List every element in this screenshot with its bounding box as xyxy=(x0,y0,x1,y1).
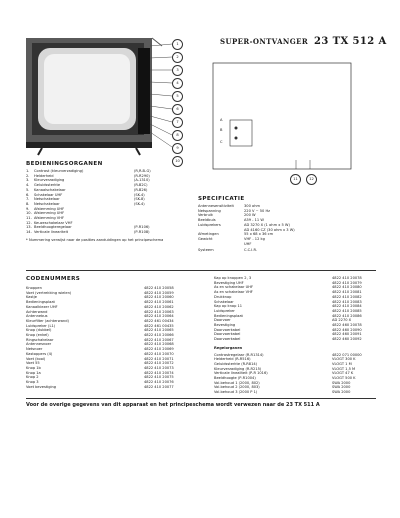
code-number: 4822 410 20078 xyxy=(332,276,362,280)
code-part: Luidspreker (L1) xyxy=(26,323,56,328)
reg-part: Verticale linealiteit (P-R 1016) xyxy=(214,371,268,376)
code-part: Knop (enkel) xyxy=(26,333,49,338)
spec-table xyxy=(198,204,363,253)
reg-part: Geluidssterkte (R-R814) xyxy=(214,361,258,366)
spec-key: Beeldbuis xyxy=(198,218,216,223)
callout-11: 11 xyxy=(290,174,301,185)
code-row xyxy=(214,337,384,342)
model-number: 23 TX 512 A xyxy=(314,36,387,47)
code-part: Voet 55 xyxy=(26,361,40,366)
code-number: 4822 410 20081 xyxy=(332,290,362,295)
regelorganen-heading: Regelorganen xyxy=(214,345,243,350)
code-part: Bevestiging UHF xyxy=(214,280,244,285)
code-number: 4822 410 20086 xyxy=(332,313,362,318)
control-num: 12. xyxy=(26,220,32,225)
code-number: 4822 410 20082 xyxy=(332,294,362,299)
tv-front-illustration xyxy=(22,36,192,156)
callout-1: 1 xyxy=(172,39,183,50)
reg-number: SWA 2000 xyxy=(332,385,351,390)
code-number: 4822 410 20068 xyxy=(144,342,174,347)
reg-part: Beeldhoogte (P-R1004) xyxy=(214,376,256,381)
code-part: Knop (dubbel) xyxy=(26,328,52,333)
spec-value: AD 3270 X (1 ohm x 5 W) xyxy=(244,222,290,227)
title-label: SUPER-ONTVANGER xyxy=(220,37,309,46)
code-number: 4822 410 20065 xyxy=(144,328,174,333)
reg-number: VLOGT 300 K xyxy=(332,357,356,362)
codes-heading: CODENUMMERS xyxy=(26,276,81,282)
control-num: 9. xyxy=(26,206,30,211)
divider xyxy=(26,270,376,271)
reg-part: Helderheid (R-R516) xyxy=(214,357,251,362)
rear-label-c: C xyxy=(220,140,223,144)
control-ref: (R-B2C) xyxy=(134,183,148,188)
reg-part: Contrastregelaar (R-R1314) xyxy=(214,352,264,357)
spec-value: 220 V ~ 50 Hz xyxy=(244,208,271,213)
control-ref: (SK-4) xyxy=(134,201,145,206)
control-label: Schakelaar UHF xyxy=(34,192,63,197)
control-label: Afstemming UHF xyxy=(34,211,65,216)
control-num: 6. xyxy=(26,192,30,197)
control-label: Keuzeschakelaar VHF xyxy=(34,220,73,225)
code-number: 4822 410 20071 xyxy=(144,356,174,361)
control-num: 10. xyxy=(26,211,32,216)
callout-4: 4 xyxy=(172,78,183,89)
code-number: 4822 410 20059 xyxy=(144,290,174,295)
reg-number: VLOGT 500 K xyxy=(332,376,356,381)
control-label: Netschakelaar xyxy=(34,197,60,202)
code-part: Kastje xyxy=(26,295,37,300)
code-number: 4822 410 20083 xyxy=(332,299,362,304)
spec-value: AD 4160 CZ (30 ohm x 3 W) xyxy=(244,227,295,232)
code-number: 4822 460 20078 xyxy=(332,323,362,328)
control-num: 13. xyxy=(26,225,32,230)
controls-heading: BEDIENINGSORGANEN xyxy=(26,161,103,167)
code-number: 4822 410 20069 xyxy=(144,347,174,352)
control-num: 11. xyxy=(26,216,32,221)
code-number: 4822 410 20066 xyxy=(144,333,174,338)
spec-value: 300 ohm xyxy=(244,204,260,208)
rear-label-a: A xyxy=(220,118,223,122)
control-num: 1. xyxy=(26,169,30,173)
control-num: 3. xyxy=(26,178,30,183)
code-number: 4822 461 00435 xyxy=(144,323,174,328)
spec-key: Antennesensitiviteit xyxy=(198,204,234,208)
code-part: Knop 2 xyxy=(26,375,39,380)
code-part: Voet (kooi) xyxy=(26,356,46,361)
control-label: Kleurverzadiging xyxy=(34,178,65,183)
code-part: Voet (vertrekking wielen) xyxy=(26,290,72,295)
reg-number: SWA 2000 xyxy=(332,380,351,385)
reg-row xyxy=(214,390,384,395)
codes-left-list xyxy=(26,286,201,389)
control-num: 7. xyxy=(26,197,30,202)
control-ref: (R,R-B-G) xyxy=(134,169,151,173)
footer-note: Voor de overige gegevens van dit apparaat en het principeschema wordt verwezen naar de 23 TX 511 A xyxy=(26,402,320,408)
spec-value: 200 W xyxy=(244,213,256,218)
reg-part: Vol.behoud 2 (2000, 803) xyxy=(214,385,260,390)
control-label: Afstemming VHF xyxy=(34,216,65,221)
code-part: Doorvoerkabel xyxy=(214,337,241,342)
control-ref: (P-R106) xyxy=(134,225,150,230)
control-label: Kanaalschakelaar xyxy=(34,187,66,192)
code-number: 4822 410 20076 xyxy=(144,380,174,385)
code-number: 4822 410 20084 xyxy=(332,304,362,309)
reg-number: VLOGT 1,5 M xyxy=(332,366,356,371)
code-number: 4822 410 20061 xyxy=(144,300,174,305)
code-number: 4822 410 20064 xyxy=(144,314,174,319)
code-part: Luidspreker xyxy=(214,308,235,313)
code-part: Kleurfilter (achterwand) xyxy=(26,318,69,323)
reg-number: VLOGT 1 M xyxy=(332,361,352,366)
code-number: 4822 410 20073 xyxy=(144,365,174,370)
code-part: Doorvoer xyxy=(214,318,231,323)
code-part: Knoppen xyxy=(26,286,42,290)
code-number: 4822 460 20092 xyxy=(332,337,362,342)
code-number: 4822 410 20058 xyxy=(144,286,174,290)
spec-value: C.C.I.R. xyxy=(244,248,258,253)
control-label: Afstemming UHF xyxy=(34,206,65,211)
callout-9: 9 xyxy=(172,143,183,154)
control-num: 4. xyxy=(26,183,30,188)
code-number: AD 2270 X xyxy=(332,318,352,323)
document-title xyxy=(220,36,387,47)
control-num: 5. xyxy=(26,187,30,192)
control-label: Verticale lineariteit xyxy=(34,230,68,235)
code-part: Knop 1a xyxy=(26,370,41,375)
control-label: Beeldhoogteregelaar xyxy=(34,225,72,230)
control-ref: (A-1310) xyxy=(134,178,150,183)
code-number: 4822 410 20072 xyxy=(144,361,174,366)
code-part: Bedieningsplaat xyxy=(26,300,55,305)
code-number: 4822 410 20085 xyxy=(332,308,362,313)
spec-row xyxy=(198,242,363,247)
code-part: Drukknop xyxy=(214,294,232,299)
code-number: 4822 460 20090 xyxy=(332,327,362,332)
spec-value: VHF - 12 kg xyxy=(244,236,265,241)
spec-key: Systeem xyxy=(198,248,214,253)
code-number: 4822 410 20063 xyxy=(144,309,174,314)
code-part: Achterwand xyxy=(26,309,48,314)
callout-6: 6 xyxy=(172,104,183,115)
control-ref: (SK-8) xyxy=(134,197,145,202)
controls-list xyxy=(26,169,191,243)
code-number: 4822 410 20080 xyxy=(332,285,362,290)
code-part: Antennesnoer xyxy=(26,342,52,347)
code-part: Kanaalkiezer UHF xyxy=(26,304,58,309)
tv-rear-illustration xyxy=(212,62,352,174)
code-part: Netsnoer xyxy=(26,347,43,352)
reg-number: 4822 071 00000 xyxy=(332,352,362,357)
code-part: As en schakelaar VHF xyxy=(214,290,253,295)
code-part: As en schakelaar UHF xyxy=(214,285,254,290)
code-number: 4822 410 20074 xyxy=(144,370,174,375)
code-part: Doorvoerkabel xyxy=(214,327,241,332)
control-label: Geluidssterkte xyxy=(34,183,61,188)
spec-key: Netspanning xyxy=(198,208,221,213)
control-label: Helderheid xyxy=(34,173,54,178)
callout-2: 2 xyxy=(172,52,183,63)
code-part: Knop 3 xyxy=(26,380,39,385)
code-part: Doorvoerkabel xyxy=(214,332,241,337)
callout-7: 7 xyxy=(172,117,183,128)
controls-footnote: * Nummering verwijst naar de posities aanduidingen op het principeschema xyxy=(26,237,164,242)
code-number: 4822 461 00434 xyxy=(144,318,174,323)
divider xyxy=(26,398,376,399)
spec-key: Luidsprekers xyxy=(198,222,221,227)
code-part: Kap op knop 11 xyxy=(214,304,243,309)
spec-key: Gewicht xyxy=(198,236,213,241)
spec-key xyxy=(198,242,244,247)
callout-5: 5 xyxy=(172,91,183,102)
code-number: 4822 460 20091 xyxy=(332,332,362,337)
reg-part: Vol.behoud 1 (2000, 802) xyxy=(214,380,260,385)
spec-value: A59 - 11 W xyxy=(244,218,264,223)
control-num: 2. xyxy=(26,173,30,178)
control-ref: (R-B26) xyxy=(134,187,148,192)
callout-8: 8 xyxy=(172,130,183,141)
code-part: Schakelaar xyxy=(214,299,234,304)
spec-heading: SPECIFICATIE xyxy=(198,196,245,202)
spec-value: UHF xyxy=(244,241,252,246)
code-part: Kap op knoppen 2, 3 xyxy=(214,276,252,280)
code-part: Kastoppers (4) xyxy=(26,351,53,356)
spec-key: Afmetingen xyxy=(198,232,219,237)
rear-label-b: B xyxy=(220,128,223,132)
control-num: 14. xyxy=(26,230,32,235)
control-label: Contrast (kleurverzadiging) xyxy=(34,169,84,173)
spec-key: Verbruik xyxy=(198,213,213,218)
reg-part: Vol.behoud 3 (2000 P 1) xyxy=(214,390,258,395)
code-number: 4822 410 20070 xyxy=(144,351,174,356)
reg-number: SWA 2000 xyxy=(332,390,351,395)
callout-3: 3 xyxy=(172,65,183,76)
code-number: 4822 410 20075 xyxy=(144,375,174,380)
control-ref: (SK-4) xyxy=(134,192,145,197)
reg-part: Kleurverzadiging (R-R215) xyxy=(214,366,262,371)
reg-number: VLOGT 47 K xyxy=(332,371,354,376)
callout-12: 12 xyxy=(306,174,317,185)
callout-10: 10 xyxy=(172,156,183,167)
control-num: 8. xyxy=(26,201,30,206)
code-part: Ringschakelaar xyxy=(26,337,54,342)
code-number: 4822 410 20079 xyxy=(332,280,362,285)
control-ref: (P-R108) xyxy=(134,230,150,235)
code-part: Voet bevestiging xyxy=(26,384,57,389)
control-row xyxy=(26,230,191,235)
spec-value: 55 x 68 x 36 cm xyxy=(244,232,274,237)
code-number: 4822 410 20060 xyxy=(144,295,174,300)
code-part: Knop 1b xyxy=(26,365,41,370)
spec-row xyxy=(198,248,363,253)
code-number: 4822 410 20077 xyxy=(144,384,174,389)
code-part: Bevestiging xyxy=(214,323,236,328)
control-ref: (R-R290) xyxy=(134,173,150,178)
code-number: 4822 410 20062 xyxy=(144,304,174,309)
code-part: Antennebus xyxy=(26,314,48,319)
code-number: 4822 410 20067 xyxy=(144,337,174,342)
control-label: Netschakelaar xyxy=(34,201,60,206)
code-row xyxy=(26,385,201,390)
code-part: Bedieningsplaat xyxy=(214,313,243,318)
codes-right-list xyxy=(214,276,384,395)
